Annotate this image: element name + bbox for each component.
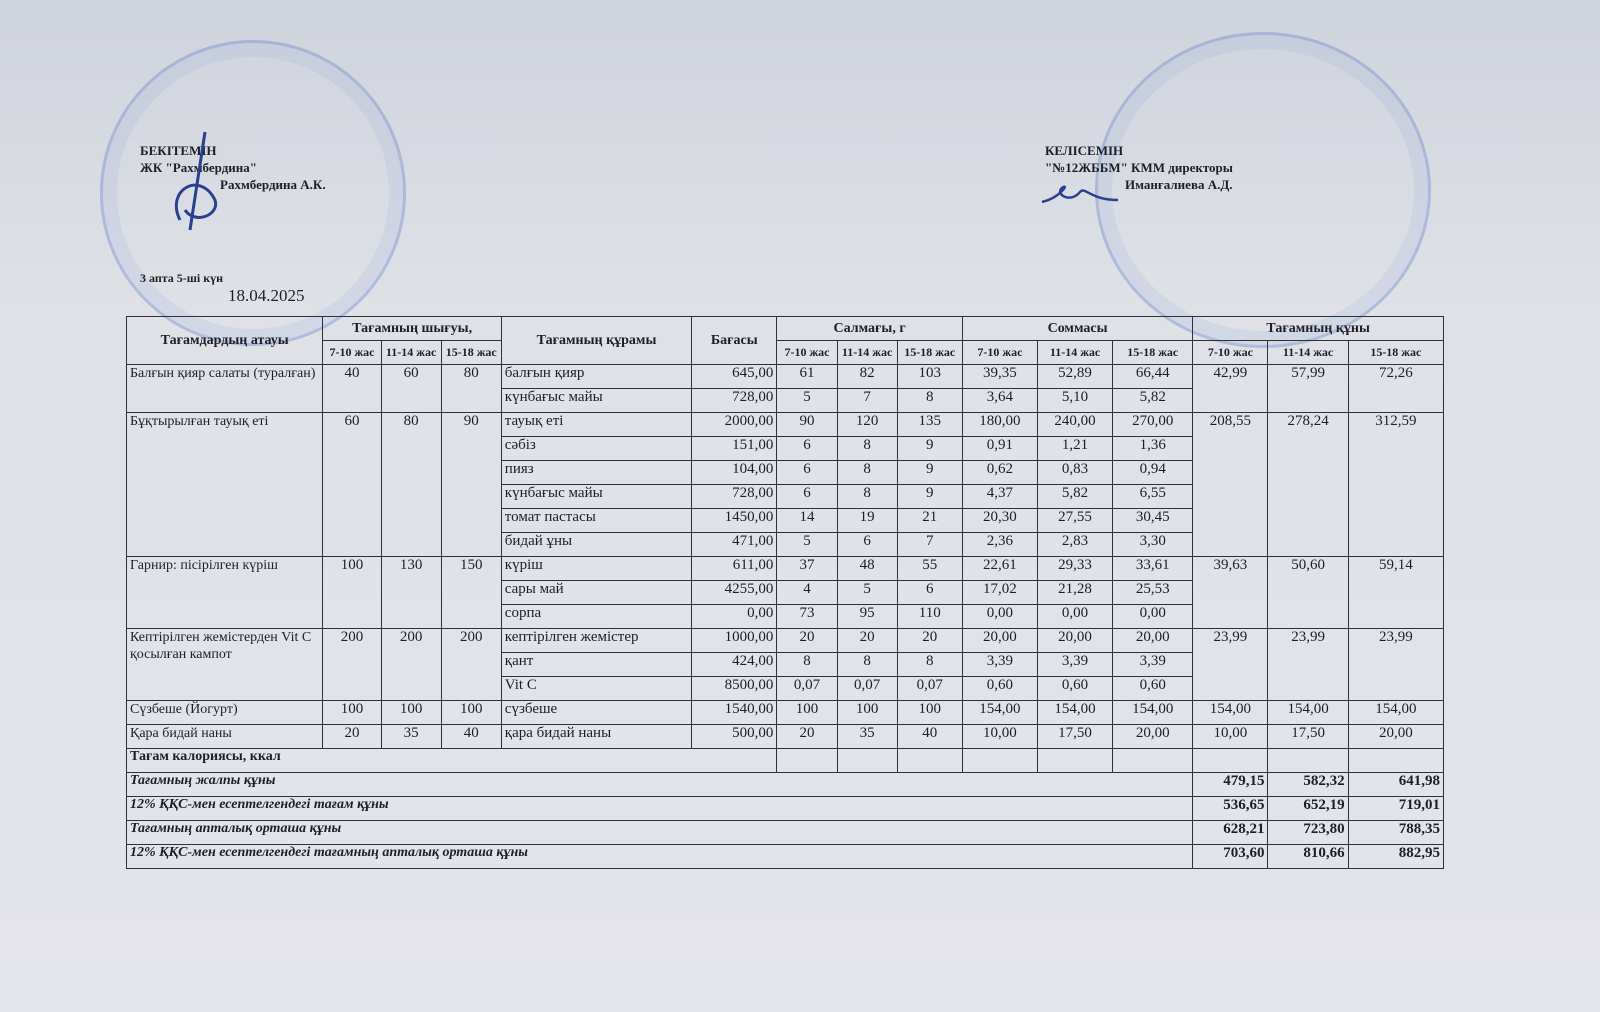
table-row (127, 365, 1444, 389)
header-composition: Тағамның құрамы (501, 317, 691, 365)
ingredient-sum: 17,02 (962, 581, 1037, 605)
ingredient-weight: 6 (777, 437, 837, 461)
ingredient-price: 0,00 (692, 605, 777, 629)
dish-name: Қара бидай наны (127, 725, 323, 749)
totals-value: 479,15 (1193, 773, 1268, 797)
dish-cost: 57,99 (1268, 365, 1348, 413)
ingredient-sum: 3,64 (962, 389, 1037, 413)
ingredient-sum: 0,00 (1037, 605, 1112, 629)
ingredient-sum: 6,55 (1113, 485, 1193, 509)
ingredient-sum: 5,82 (1113, 389, 1193, 413)
dish-name: Гарнир: пісірілген күріш (127, 557, 323, 629)
ingredient-price: 1000,00 (692, 629, 777, 653)
dish-cost: 23,99 (1268, 629, 1348, 701)
dish-yield: 130 (381, 557, 441, 629)
ingredient-weight: 135 (897, 413, 962, 437)
ingredient-sum: 0,83 (1037, 461, 1112, 485)
ingredient-sum: 3,39 (1037, 653, 1112, 677)
approval-org: ЖК "Рахмбердина" (140, 160, 257, 175)
totals-label: 12% ҚҚС-мен есептелгендегі тағамның апталық орташа құны (127, 845, 1193, 869)
ingredient-weight: 9 (897, 437, 962, 461)
ingredient-name: күнбағыс майы (501, 389, 691, 413)
ingredient-weight: 48 (837, 557, 897, 581)
ingredient-price: 4255,00 (692, 581, 777, 605)
ingredient-sum: 4,37 (962, 485, 1037, 509)
ingredient-weight: 90 (777, 413, 837, 437)
ingredient-weight: 100 (777, 701, 837, 725)
approval-person: Рахмбердина А.К. (220, 177, 326, 192)
ingredient-weight: 8 (837, 485, 897, 509)
ingredient-name: томат пастасы (501, 509, 691, 533)
dish-cost: 50,60 (1268, 557, 1348, 629)
ingredient-name: қант (501, 653, 691, 677)
ingredient-sum: 0,60 (962, 677, 1037, 701)
ingredient-sum: 22,61 (962, 557, 1037, 581)
dish-cost: 72,26 (1348, 365, 1443, 413)
ingredient-weight: 8 (897, 653, 962, 677)
dish-cost: 208,55 (1193, 413, 1268, 557)
table-row (127, 701, 1444, 725)
ingredient-weight: 9 (897, 461, 962, 485)
totals-row (127, 797, 1444, 821)
dish-cost: 10,00 (1193, 725, 1268, 749)
totals-value: 723,80 (1268, 821, 1348, 845)
ingredient-sum: 0,91 (962, 437, 1037, 461)
ingredient-weight: 7 (897, 533, 962, 557)
ingredient-weight: 14 (777, 509, 837, 533)
totals-label: Тағамның жалпы құны (127, 773, 1193, 797)
ingredient-weight: 37 (777, 557, 837, 581)
calories-cell (777, 749, 837, 773)
ingredient-sum: 0,60 (1037, 677, 1112, 701)
ingredient-name: сары май (501, 581, 691, 605)
ingredient-name: пияз (501, 461, 691, 485)
dish-cost: 42,99 (1193, 365, 1268, 413)
ingredient-sum: 154,00 (962, 701, 1037, 725)
totals-row (127, 821, 1444, 845)
approval-title: БЕКІТЕМІН (140, 143, 217, 158)
dish-yield: 100 (323, 557, 381, 629)
ingredient-name: сәбіз (501, 437, 691, 461)
totals-label: 12% ҚҚС-мен есептелгендегі тағам құны (127, 797, 1193, 821)
header-yield: Тағамның шығуы, (323, 317, 501, 341)
ingredient-sum: 17,50 (1037, 725, 1112, 749)
agreement-title: КЕЛІСЕМІН (1045, 143, 1124, 158)
ingredient-sum: 1,36 (1113, 437, 1193, 461)
header-weight: Салмағы, г (777, 317, 962, 341)
ingredient-sum: 66,44 (1113, 365, 1193, 389)
ingredient-name: сорпа (501, 605, 691, 629)
dish-yield: 80 (381, 413, 441, 557)
table-row (127, 557, 1444, 581)
calories-cell (1348, 749, 1443, 773)
dish-name: Сүзбеше (Йогурт) (127, 701, 323, 725)
ingredient-sum: 21,28 (1037, 581, 1112, 605)
ingredient-weight: 4 (777, 581, 837, 605)
ingredient-weight: 120 (837, 413, 897, 437)
ingredient-sum: 33,61 (1113, 557, 1193, 581)
ingredient-sum: 180,00 (962, 413, 1037, 437)
dish-cost: 154,00 (1193, 701, 1268, 725)
ingredient-weight: 20 (837, 629, 897, 653)
totals-value: 788,35 (1348, 821, 1443, 845)
dish-cost: 23,99 (1193, 629, 1268, 701)
menu-date: 18.04.2025 (228, 286, 305, 305)
header-sum-age-1: 11-14 жас (1037, 341, 1112, 365)
ingredient-name: Vit C (501, 677, 691, 701)
ingredient-weight: 20 (777, 629, 837, 653)
ingredient-price: 104,00 (692, 461, 777, 485)
ingredient-weight: 103 (897, 365, 962, 389)
ingredient-weight: 55 (897, 557, 962, 581)
dish-yield: 200 (381, 629, 441, 701)
totals-value: 719,01 (1348, 797, 1443, 821)
dish-cost: 154,00 (1348, 701, 1443, 725)
ingredient-sum: 10,00 (962, 725, 1037, 749)
calories-cell (837, 749, 897, 773)
dish-yield: 150 (441, 557, 501, 629)
header-yield-age-0: 7-10 жас (323, 341, 381, 365)
ingredient-weight: 0,07 (777, 677, 837, 701)
dish-yield: 60 (323, 413, 381, 557)
ingredient-price: 471,00 (692, 533, 777, 557)
ingredient-weight: 95 (837, 605, 897, 629)
ingredient-sum: 154,00 (1113, 701, 1193, 725)
ingredient-sum: 29,33 (1037, 557, 1112, 581)
ingredient-name: күнбағыс майы (501, 485, 691, 509)
dish-yield: 90 (441, 413, 501, 557)
ingredient-weight: 6 (777, 485, 837, 509)
dish-name: Кептірілген жемістерден Vit C қосылған кампот (127, 629, 323, 701)
ingredient-weight: 5 (777, 389, 837, 413)
totals-value: 628,21 (1193, 821, 1268, 845)
totals-value: 641,98 (1348, 773, 1443, 797)
dish-yield: 100 (441, 701, 501, 725)
ingredient-name: тауық еті (501, 413, 691, 437)
dish-yield: 35 (381, 725, 441, 749)
header-weight-age-2: 15-18 жас (897, 341, 962, 365)
ingredient-sum: 20,30 (962, 509, 1037, 533)
ingredient-price: 728,00 (692, 389, 777, 413)
totals-row (127, 845, 1444, 869)
ingredient-sum: 3,30 (1113, 533, 1193, 557)
table-row (127, 725, 1444, 749)
ingredient-weight: 8 (837, 461, 897, 485)
week-day: 3 апта 5-ші күн (140, 271, 224, 285)
calories-cell (1193, 749, 1268, 773)
ingredient-sum: 0,60 (1113, 677, 1193, 701)
signature-right (1040, 180, 1120, 210)
signature-left (160, 130, 240, 240)
ingredient-price: 645,00 (692, 365, 777, 389)
ingredient-price: 424,00 (692, 653, 777, 677)
header-cost-age-0: 7-10 жас (1193, 341, 1268, 365)
calories-label: Тағам калориясы, ккал (127, 749, 777, 773)
ingredient-weight: 20 (777, 725, 837, 749)
ingredient-weight: 35 (837, 725, 897, 749)
ingredient-weight: 61 (777, 365, 837, 389)
ingredient-sum: 3,39 (1113, 653, 1193, 677)
ingredient-weight: 7 (837, 389, 897, 413)
ingredient-weight: 8 (777, 653, 837, 677)
ingredient-sum: 270,00 (1113, 413, 1193, 437)
ingredient-price: 1540,00 (692, 701, 777, 725)
dish-cost: 39,63 (1193, 557, 1268, 629)
dish-yield: 80 (441, 365, 501, 413)
dish-cost: 17,50 (1268, 725, 1348, 749)
ingredient-sum: 20,00 (1113, 725, 1193, 749)
calories-cell (1113, 749, 1193, 773)
ingredient-weight: 82 (837, 365, 897, 389)
header-sum: Соммасы (962, 317, 1193, 341)
totals-value: 652,19 (1268, 797, 1348, 821)
dish-yield: 40 (441, 725, 501, 749)
ingredient-weight: 73 (777, 605, 837, 629)
ingredient-weight: 19 (837, 509, 897, 533)
ingredient-sum: 154,00 (1037, 701, 1112, 725)
ingredient-price: 2000,00 (692, 413, 777, 437)
header-cost: Тағамның құны (1193, 317, 1444, 341)
ingredient-weight: 40 (897, 725, 962, 749)
ingredient-weight: 8 (837, 653, 897, 677)
ingredient-price: 728,00 (692, 485, 777, 509)
ingredient-sum: 52,89 (1037, 365, 1112, 389)
dish-yield: 100 (323, 701, 381, 725)
ingredient-sum: 5,10 (1037, 389, 1112, 413)
ingredient-weight: 8 (837, 437, 897, 461)
ingredient-price: 611,00 (692, 557, 777, 581)
dish-name: Бұқтырылған тауық еті (127, 413, 323, 557)
ingredient-sum: 25,53 (1113, 581, 1193, 605)
dish-yield: 60 (381, 365, 441, 413)
ingredient-sum: 30,45 (1113, 509, 1193, 533)
dish-cost: 23,99 (1348, 629, 1443, 701)
header-sum-age-2: 15-18 жас (1113, 341, 1193, 365)
ingredient-sum: 5,82 (1037, 485, 1112, 509)
dish-cost: 278,24 (1268, 413, 1348, 557)
dish-cost: 312,59 (1348, 413, 1443, 557)
ingredient-price: 151,00 (692, 437, 777, 461)
table-row (127, 413, 1444, 437)
ingredient-price: 8500,00 (692, 677, 777, 701)
ingredient-sum: 39,35 (962, 365, 1037, 389)
dish-cost: 154,00 (1268, 701, 1348, 725)
ingredient-name: қара бидай наны (501, 725, 691, 749)
header-price: Бағасы (692, 317, 777, 365)
header-cost-age-2: 15-18 жас (1348, 341, 1443, 365)
dish-yield: 40 (323, 365, 381, 413)
ingredient-weight: 9 (897, 485, 962, 509)
ingredient-name: балғын қияр (501, 365, 691, 389)
ingredient-sum: 20,00 (1037, 629, 1112, 653)
ingredient-sum: 20,00 (962, 629, 1037, 653)
ingredient-name: бидай ұны (501, 533, 691, 557)
ingredient-sum: 0,00 (962, 605, 1037, 629)
ingredient-weight: 100 (837, 701, 897, 725)
ingredient-weight: 5 (777, 533, 837, 557)
ingredient-name: сүзбеше (501, 701, 691, 725)
calories-cell (1037, 749, 1112, 773)
totals-value: 536,65 (1193, 797, 1268, 821)
table-row (127, 629, 1444, 653)
ingredient-name: күріш (501, 557, 691, 581)
totals-value: 703,60 (1193, 845, 1268, 869)
dish-cost: 59,14 (1348, 557, 1443, 629)
totals-value: 882,95 (1348, 845, 1443, 869)
ingredient-price: 1450,00 (692, 509, 777, 533)
ingredient-weight: 0,07 (837, 677, 897, 701)
agreement-org: "№12ЖББМ" КММ директоры (1045, 160, 1233, 175)
header-dish-name: Тағамдардың атауы (127, 317, 323, 365)
agreement-person: Иманғалиева А.Д. (1125, 177, 1233, 192)
dish-yield: 200 (441, 629, 501, 701)
totals-value: 810,66 (1268, 845, 1348, 869)
dish-cost: 20,00 (1348, 725, 1443, 749)
header-sum-age-0: 7-10 жас (962, 341, 1037, 365)
ingredient-weight: 20 (897, 629, 962, 653)
dish-name: Балғын қияр салаты (туралған) (127, 365, 323, 413)
ingredient-sum: 0,62 (962, 461, 1037, 485)
ingredient-sum: 27,55 (1037, 509, 1112, 533)
ingredient-price: 500,00 (692, 725, 777, 749)
ingredient-weight: 110 (897, 605, 962, 629)
ingredient-sum: 0,94 (1113, 461, 1193, 485)
ingredient-sum: 240,00 (1037, 413, 1112, 437)
ingredient-weight: 100 (897, 701, 962, 725)
totals-label: Тағамның апталық орташа құны (127, 821, 1193, 845)
header-yield-age-2: 15-18 жас (441, 341, 501, 365)
dish-yield: 200 (323, 629, 381, 701)
header-weight-age-0: 7-10 жас (777, 341, 837, 365)
totals-value: 582,32 (1268, 773, 1348, 797)
dish-yield: 20 (323, 725, 381, 749)
dish-yield: 100 (381, 701, 441, 725)
calories-cell (1268, 749, 1348, 773)
header-weight-age-1: 11-14 жас (837, 341, 897, 365)
ingredient-sum: 2,36 (962, 533, 1037, 557)
ingredient-sum: 2,83 (1037, 533, 1112, 557)
calories-cell (962, 749, 1037, 773)
ingredient-weight: 5 (837, 581, 897, 605)
ingredient-weight: 6 (897, 581, 962, 605)
ingredient-weight: 21 (897, 509, 962, 533)
ingredient-sum: 0,00 (1113, 605, 1193, 629)
header-cost-age-1: 11-14 жас (1268, 341, 1348, 365)
ingredient-name: кептірілген жемістер (501, 629, 691, 653)
calories-cell (897, 749, 962, 773)
ingredient-weight: 6 (837, 533, 897, 557)
header-yield-age-1: 11-14 жас (381, 341, 441, 365)
ingredient-weight: 0,07 (897, 677, 962, 701)
ingredient-weight: 8 (897, 389, 962, 413)
totals-row (127, 773, 1444, 797)
ingredient-sum: 20,00 (1113, 629, 1193, 653)
menu-table (126, 316, 1444, 869)
ingredient-weight: 6 (777, 461, 837, 485)
ingredient-sum: 3,39 (962, 653, 1037, 677)
ingredient-sum: 1,21 (1037, 437, 1112, 461)
